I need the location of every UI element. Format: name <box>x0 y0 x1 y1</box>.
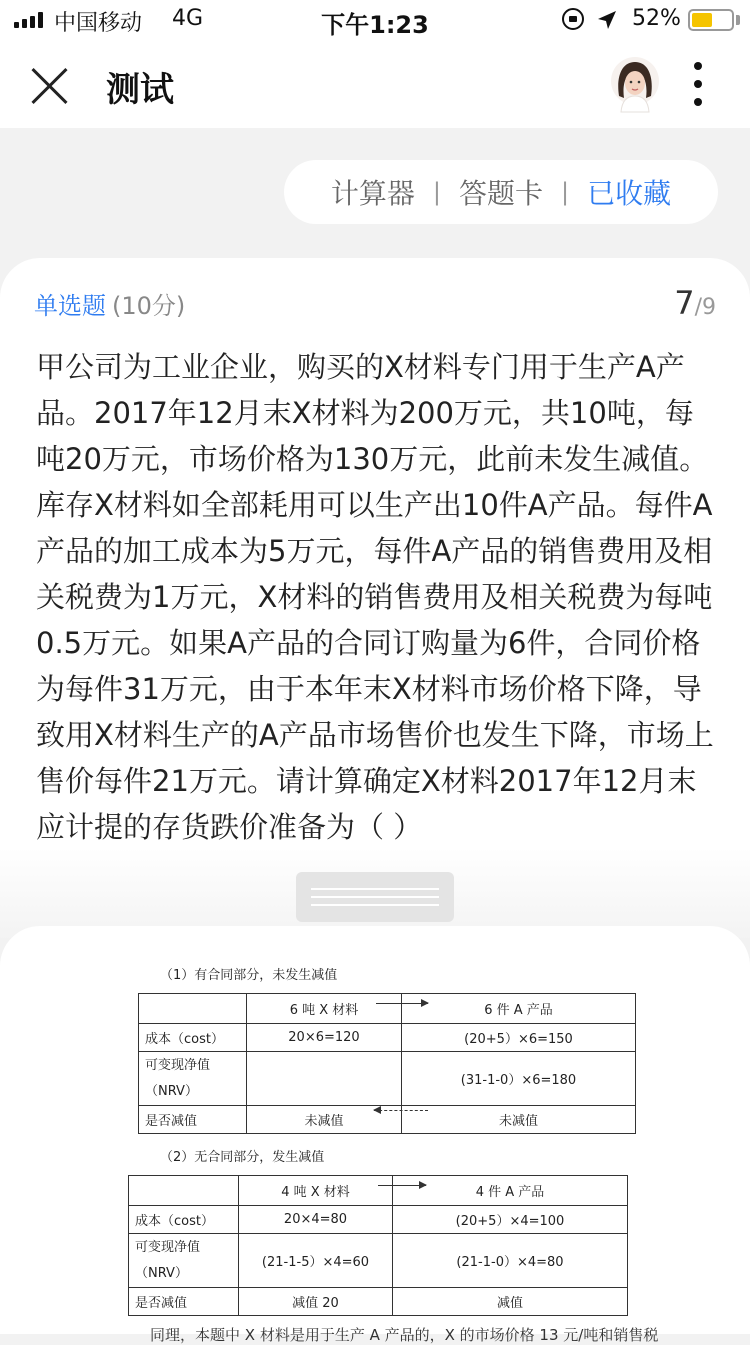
table-cell: 成本（cost） <box>129 1206 239 1234</box>
table-cell: 未减值 <box>247 1106 402 1134</box>
table-cell: 20×4=80 <box>239 1206 393 1234</box>
progress-separator: / <box>694 295 702 320</box>
table-cell: 减值 <box>393 1288 628 1316</box>
table-cell: 成本（cost） <box>139 1024 247 1052</box>
table-row <box>129 1234 628 1288</box>
table-cell: 是否减值 <box>129 1288 239 1316</box>
favorite-button[interactable]: 已收藏 <box>587 177 672 210</box>
part1-title: （1）有合同部分，未发生减值 <box>160 968 338 983</box>
table-cell: 可变现净值（NRV） <box>139 1052 247 1106</box>
table-header: 4 吨 X 材料 <box>239 1176 393 1206</box>
location-icon <box>596 9 618 31</box>
table-cell: 未减值 <box>402 1106 636 1134</box>
table-cell: (20+5）×4=100 <box>393 1206 628 1234</box>
tools-separator: | <box>432 178 441 206</box>
table-cell: (21-1-5）×4=60 <box>239 1234 393 1288</box>
left-arrow-icon <box>374 1110 428 1111</box>
battery-percent: 52% <box>632 6 681 31</box>
table-row <box>129 1206 628 1234</box>
drag-handle[interactable] <box>296 872 454 922</box>
table-header: 4 件 A 产品 <box>393 1176 628 1206</box>
question-type: 单选题 <box>34 292 106 320</box>
battery-icon <box>688 9 734 31</box>
battery-tip <box>736 15 740 25</box>
part2-title: （2）无合同部分，发生减值 <box>160 1150 325 1165</box>
question-text: 甲公司为工业企业，购买的X材料专门用于生产A产品。2017年12月末X材料为200万元，共10吨，每吨20万元，市场价格为130万元，此前未发生减值。库存X材料如全部耗用可以生产出10件A产品。每件A产品的加工成本为5万元，每件A产品的销售费用及相关税费为1万元，X材料的销售费用及相关税费为每吨0.5万元。如果A产品的合同订购量为6件，合同价格为每件31万元，由于本年末X材料市场价格下降，导致用X材料生产的A产品市场售价也发生下降，市场上售价每件21万元。请计算确定X材料2017年12月末应计提的存货跌价准备为（ ） <box>36 350 714 844</box>
battery-level <box>692 13 712 27</box>
right-arrow-icon <box>378 1185 426 1186</box>
table-row <box>129 1288 628 1316</box>
right-arrow-icon <box>376 1003 428 1004</box>
part1-table <box>138 993 636 1134</box>
table-cell: 减值 20 <box>239 1288 393 1316</box>
table-cell: 是否减值 <box>139 1106 247 1134</box>
table-cell: (31-1-0）×6=180 <box>402 1052 636 1106</box>
table-row <box>129 1176 628 1206</box>
status-bar <box>0 0 750 40</box>
network-label: 4G <box>172 6 204 31</box>
current-question-number: 7 <box>674 284 695 322</box>
table-header: 6 吨 X 材料 <box>247 994 402 1024</box>
table-cell <box>129 1176 239 1206</box>
tools-bar <box>284 160 718 224</box>
signal-icon <box>14 12 43 28</box>
rotation-lock-icon <box>562 8 584 30</box>
clock: 下午1:23 <box>321 11 429 39</box>
question-card <box>0 258 750 938</box>
table-header: 6 件 A 产品 <box>402 994 636 1024</box>
tools-separator: | <box>561 178 570 206</box>
part2-table <box>128 1175 628 1316</box>
carrier-label: 中国移动 <box>54 11 143 36</box>
table-cell: (21-1-0）×4=80 <box>393 1234 628 1288</box>
calculator-button[interactable]: 计算器 <box>330 177 415 210</box>
table-row <box>139 1024 636 1052</box>
table-cell <box>139 994 247 1024</box>
avatar[interactable] <box>610 56 660 112</box>
question-score: (10分) <box>112 292 186 320</box>
table-cell: (20+5）×6=150 <box>402 1024 636 1052</box>
answer-sheet-button[interactable]: 答题卡 <box>458 177 543 210</box>
table-row <box>139 1052 636 1106</box>
table-row <box>139 994 636 1024</box>
analysis-panel[interactable] <box>0 926 750 1344</box>
total-question-count: 9 <box>702 295 716 320</box>
question-progress <box>674 284 716 322</box>
close-icon[interactable] <box>28 64 72 108</box>
nav-bar <box>0 40 750 128</box>
more-icon[interactable] <box>690 62 706 106</box>
table-cell: 可变现净值（NRV） <box>129 1234 239 1288</box>
question-header <box>34 286 185 321</box>
table-cell <box>247 1052 402 1106</box>
page-title: 测试 <box>106 70 174 110</box>
analysis-footer-note: 同理，本题中 X 材料是用于生产 A 产品的，X 的市场价格 13 元/吨和销售税 <box>150 1326 659 1344</box>
table-cell: 20×6=120 <box>247 1024 402 1052</box>
